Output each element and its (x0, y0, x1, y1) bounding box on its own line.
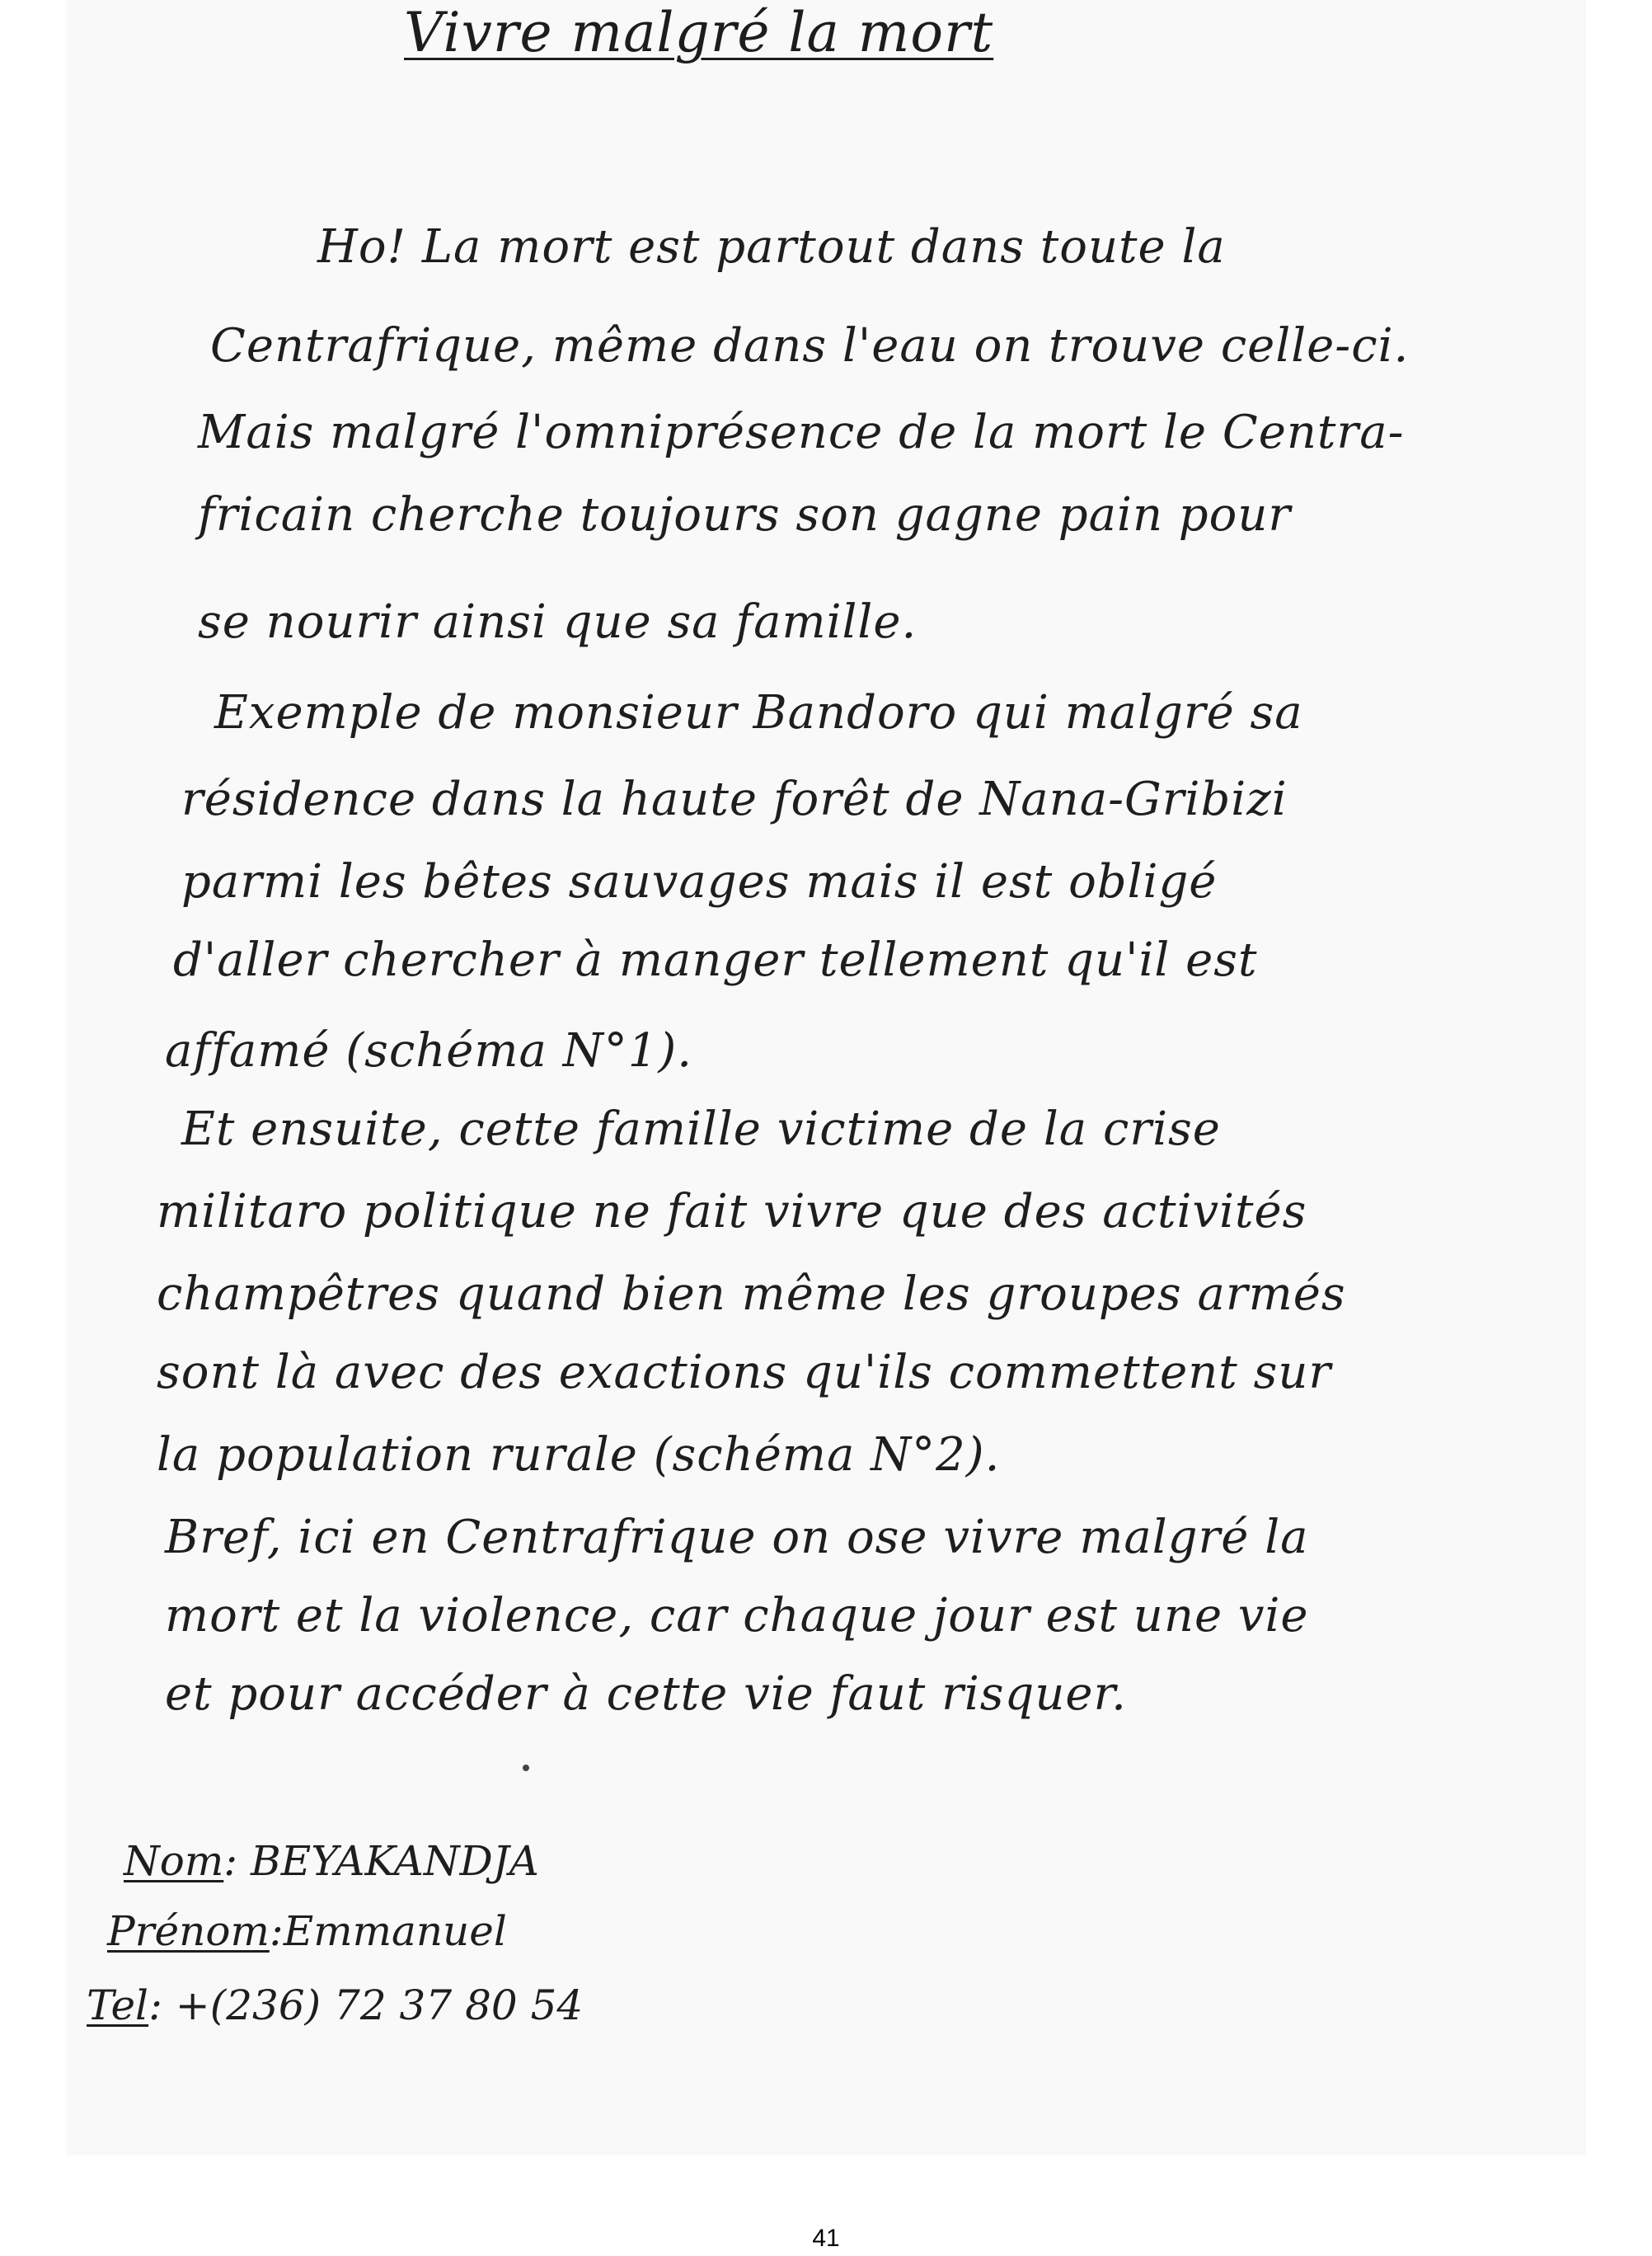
text-line: Centrafrique, même dans l'eau on trouve celle-ci. (210, 319, 1410, 373)
prenom-value: :Emmanuel (269, 1907, 507, 1955)
signature-tel (87, 1979, 583, 2032)
text-line: se nourir ainsi que sa famille. (198, 595, 918, 649)
text-line: Bref, ici en Centrafrique on ose vivre malgré la (165, 1511, 1309, 1564)
page-title: Vivre malgré la mort (404, 1, 994, 64)
tel-label: Tel (87, 1981, 149, 2029)
text-line: fricain cherche toujours son gagne pain pour (198, 488, 1292, 542)
nom-label: Nom (124, 1837, 224, 1885)
text-line: et pour accéder à cette vie faut risquer. (165, 1667, 1127, 1721)
text-line: champêtres quand bien même les groupes armés (157, 1267, 1346, 1321)
text-line: militaro politique ne fait vivre que des activités (157, 1185, 1307, 1238)
text-line: la population rurale (schéma N°2). (157, 1428, 1001, 1482)
tel-value: : +(236) 72 37 80 54 (148, 1981, 584, 2029)
signature-prenom (107, 1905, 507, 1958)
text-line: sont là avec des exactions qu'ils commettent sur (157, 1346, 1332, 1399)
ink-dot (523, 1765, 529, 1771)
text-line: parmi les bêtes sauvages mais il est obligé (181, 855, 1218, 909)
text-line: Ho! La mort est partout dans toute la (317, 220, 1226, 274)
text-line: d'aller chercher à manger tellement qu'il est (173, 933, 1258, 987)
prenom-label: Prénom (107, 1907, 270, 1955)
signature-nom (124, 1835, 539, 1887)
nom-value: : BEYAKANDJA (223, 1837, 539, 1885)
text-line: affamé (schéma N°1). (165, 1024, 692, 1078)
text-line: résidence dans la haute forêt de Nana-Gribizi (181, 773, 1288, 826)
text-line: Mais malgré l'omniprésence de la mort le Centra- (198, 406, 1405, 459)
text-line: Et ensuite, cette famille victime de la crise (181, 1102, 1221, 1156)
page-number: 41 (812, 2225, 840, 2252)
text-line: mort et la violence, car chaque jour est une vie (165, 1589, 1309, 1643)
text-line: Exemple de monsieur Bandoro qui malgré sa (214, 686, 1303, 740)
